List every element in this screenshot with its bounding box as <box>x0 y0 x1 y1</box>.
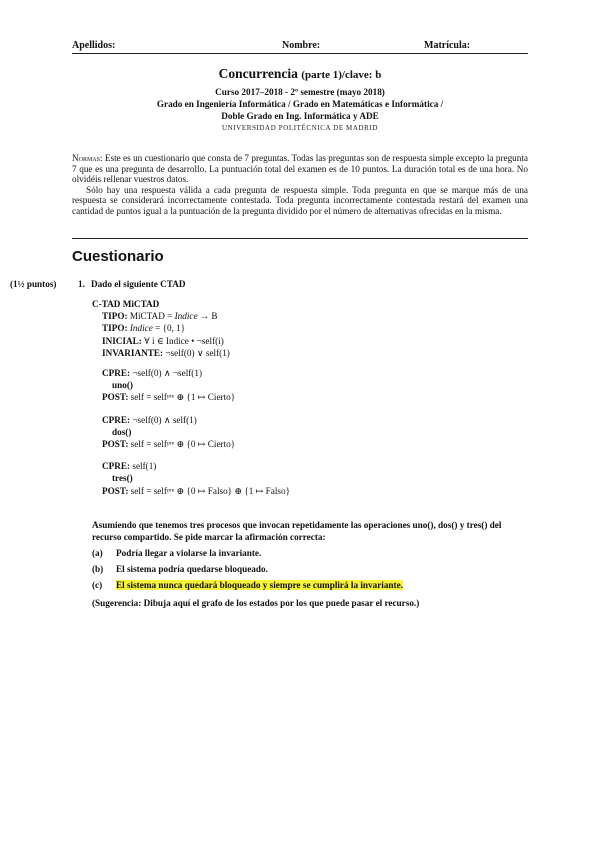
ctad-invariante: INVARIANTE: ¬self(0) ∨ self(1) <box>102 347 230 358</box>
degree-line-1: Grado en Ingeniería Informática / Grado en Matemáticas e Informática / <box>156 99 444 109</box>
option-b[interactable] <box>92 564 268 574</box>
norms-paragraph-1: : Este es un cuestionario que consta de 7 preguntas. Todas las preguntas son de respuesta simple excepto la pregunta 7 que es una pregunta de desarrollo. La puntuación total del examen es de 10 puntos. La duración total es de una hora. No olvidéis rellenar vuestros datos. <box>72 153 528 185</box>
option-a-label: (a) <box>92 548 103 558</box>
title-main: Concurrencia <box>218 66 298 81</box>
option-c-text-highlighted: El sistema nunca quedará bloqueado y siempre se cumplirá la invariante. <box>116 580 403 590</box>
norms-paragraph-2: Sólo hay una respuesta válida a cada pregunta de respuesta simple. Toda pregunta en que se marque más de una respuesta se considerará incorrectamente contestada. Toda pregunta incorrectamente contestada restará del examen una cantidad de puntos igual a la puntuación de la pregunta dividido por el número de alternativas ofrecidas en la misma. <box>72 184 528 216</box>
apellidos-label: Apellidos: <box>72 40 116 51</box>
op-tres-name: tres() <box>112 473 133 484</box>
option-a-text: Podría llegar a violarse la invariante. <box>116 548 262 558</box>
matricula-label: Matrícula: <box>424 40 471 51</box>
option-b-label: (b) <box>92 564 104 574</box>
section-title: Cuestionario <box>72 248 164 265</box>
op-dos-post: POST: self = selfᵖʳᵉ ⊕ {0 ↦ Cierto} <box>102 439 236 450</box>
question-number: 1. <box>78 279 85 289</box>
hint-text: (Sugerencia: Dibuja aquí el grafo de los estados por los que puede pasar el recurso.) <box>92 598 420 608</box>
option-c[interactable] <box>92 580 403 590</box>
ctad-spec <box>92 298 290 497</box>
university-name: UNIVERSIDAD POLITÉCNICA DE MADRID <box>221 124 379 132</box>
course-line: Curso 2017–2018 - 2º semestre (mayo 2018) <box>215 87 385 97</box>
op-uno-post: POST: self = selfᵖʳᵉ ⊕ {1 ↦ Cierto} <box>102 392 236 403</box>
option-c-label: (c) <box>92 580 103 590</box>
op-dos-name: dos() <box>112 426 132 437</box>
exam-title <box>72 66 528 82</box>
title-suffix: (parte 1)/clave: b <box>301 69 382 81</box>
ctad-name: C-TAD MiCTAD <box>92 299 160 309</box>
question-intro: Asumiendo que tenemos tres procesos que invocan repetidamente las operaciones uno(), dos() y tres() del recurso compartido. Se pide marcar la afirmación correcta: <box>92 520 502 542</box>
op-tres-post: POST: self = selfᵖʳᵉ ⊕ {0 ↦ Falso} ⊕ {1 ↦ Falso} <box>102 485 290 496</box>
question-points: (1½ puntos) <box>10 279 57 289</box>
norms-rule <box>72 238 528 239</box>
ctad-tipo-1: TIPO: MiCTAD = Indice → B <box>102 311 218 322</box>
header-rule <box>72 53 528 54</box>
op-dos-cpre: CPRE: ¬self(0) ∧ self(1) <box>102 414 197 425</box>
op-uno-name: uno() <box>112 380 133 391</box>
question-text: Dado el siguiente CTAD <box>91 279 186 289</box>
op-tres-cpre: CPRE: self(1) <box>102 461 157 472</box>
degree-line-2: Doble Grado en Ing. Informática y ADE <box>221 111 379 121</box>
op-uno-cpre: CPRE: ¬self(0) ∧ ¬self(1) <box>102 368 203 379</box>
option-b-text: El sistema podría quedarse bloqueado. <box>116 564 268 574</box>
ctad-tipo-2: TIPO: Indice = {0, 1} <box>102 323 186 334</box>
student-header <box>72 40 528 54</box>
ctad-inicial: INICIAL: ∀ i ∈ Indice • ¬self(i) <box>102 335 224 346</box>
norms-block <box>72 153 528 217</box>
norms-label: Normas <box>72 153 100 163</box>
option-a[interactable] <box>92 548 261 558</box>
nombre-label: Nombre: <box>282 40 321 51</box>
